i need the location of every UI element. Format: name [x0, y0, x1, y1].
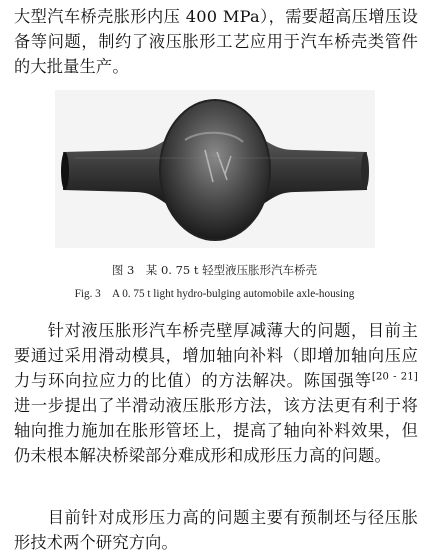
paragraph-1: 大型汽车桥壳胀形内压 400 MPa），需要超高压增压设备等问题，制约了液压胀形工艺应用于汽车桥壳类管件的大批量生产。: [14, 7, 418, 76]
paragraph-2: [14, 318, 418, 468]
figure-caption-cn: 图 3 某 0. 75 t 轻型液压胀形汽车桥壳: [111, 263, 318, 277]
paragraph-3: [14, 505, 418, 555]
paragraph-2-text-b: 进一步提出了半滑动液压胀形方法，该方法更有利于将轴向推力施加在胀形管坯上，提高了轴向补料效果，但仍未根本解决桥梁部分难成形和成形压力高的问题。: [14, 396, 418, 465]
paragraph-2-text-a: 针对液压胀形汽车桥壳壁厚减薄大的问题，目前主要通过采用滑动模具，增加轴向补料（即增加轴向压应力与环向拉应力的比值）的方法解决。陈国强等: [14, 321, 419, 390]
reference-citation: [20 - 21]: [371, 371, 418, 383]
figure-caption-en: Fig. 3 A 0. 75 t light hydro-bulging automobile axle-housing: [74, 288, 355, 300]
paragraph-3-text: 目前针对成形压力高的问题主要有预制坯与径压胀形技术两个研究方向。: [14, 508, 419, 552]
axle-housing-photo: [55, 90, 375, 248]
